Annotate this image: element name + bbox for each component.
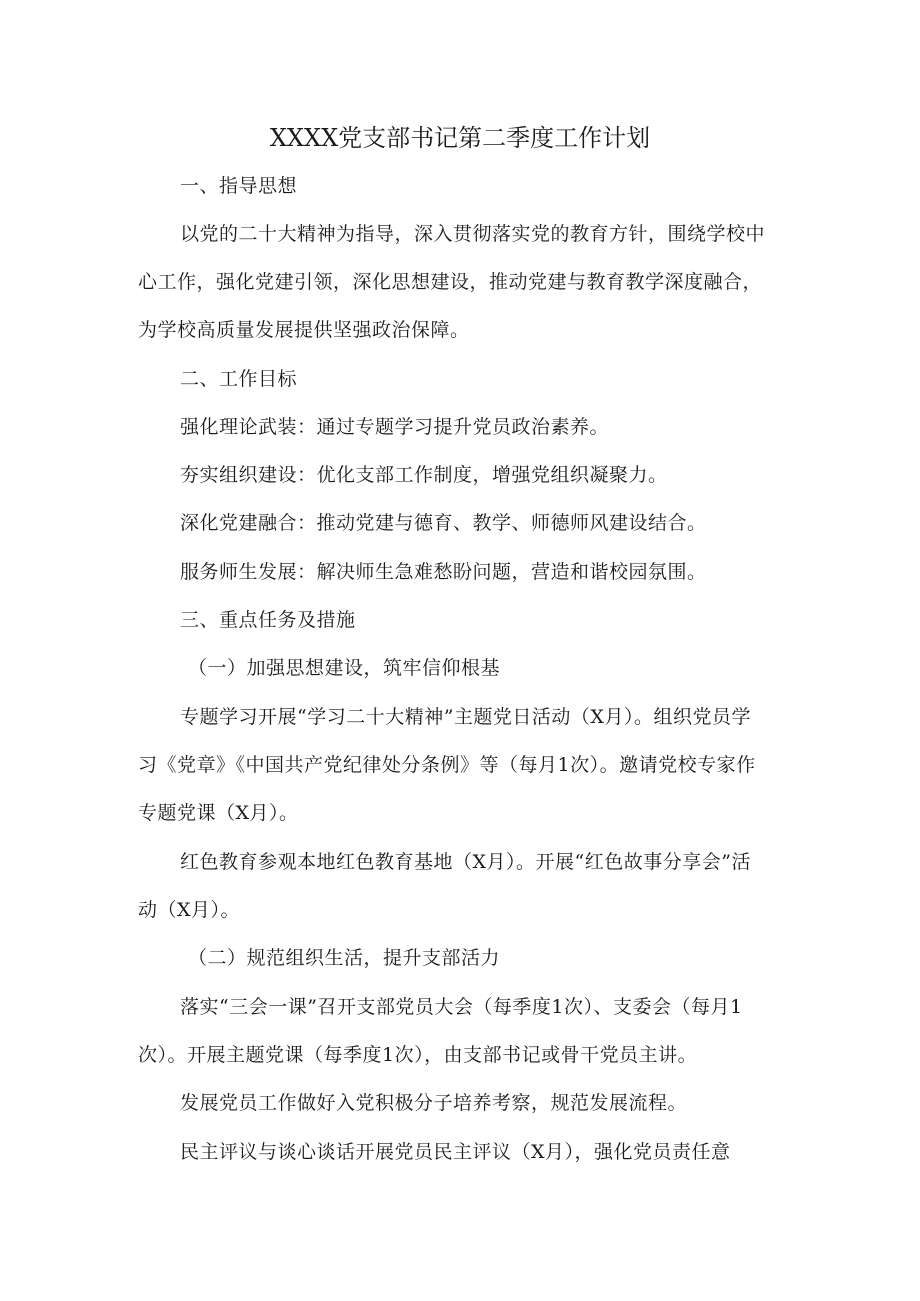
subsection-heading-organization-life: （二）规范组织生活，提升支部活力 [188,947,501,969]
paragraph-line: 民主评议与谈心谈话开展党员民主评议（X月），强化党员责任意 [180,1141,731,1163]
paragraph-line: 红色教育参观本地红色教育基地（X月）。开展“红色故事分享会”活 [180,851,751,873]
paragraph-line: 专题党课（X月）。 [138,802,299,824]
paragraph-line: 专题学习开展“学习二十大精神”主题党日活动（X月）。组织党员学 [180,706,751,728]
section-heading-guiding-ideology: 一、指导思想 [180,175,298,197]
goal-item: 服务师生发展：解决师生急难愁盼问题，营造和谐校园氛围。 [180,561,707,583]
paragraph-line: 为学校高质量发展提供坚强政治保障。 [138,319,470,341]
paragraph-line: 发展党员工作做好入党积极分子培养考察，规范发展流程。 [180,1092,688,1114]
document-title: XXXX党支部书记第二季度工作计划 [269,124,651,152]
goal-item: 深化党建融合：推动党建与德育、教学、师德师风建设结合。 [180,512,707,534]
subsection-heading-ideology-building: （一）加强思想建设，筑牢信仰根基 [188,657,501,679]
paragraph-line: 心工作，强化党建引领，深化思想建设，推动党建与教育教学深度融合， [138,271,763,293]
paragraph-line: 落实“三会一课”召开支部党员大会（每季度1次）、支委会（每月1 [180,996,743,1018]
paragraph-line: 以党的二十大精神为指导，深入贯彻落实党的教育方针，围绕学校中 [180,223,766,245]
section-heading-work-goals: 二、工作目标 [180,368,298,390]
goal-item: 强化理论武装：通过专题学习提升党员政治素养。 [180,416,610,438]
paragraph-line: 动（X月）。 [138,899,241,921]
paragraph-line: 习《党章》《中国共产党纪律处分条例》等（每月1次）。邀请党校专家作 [138,754,756,776]
paragraph-line: 次）。开展主题党课（每季度1次），由支部书记或骨干党员主讲。 [138,1044,698,1066]
section-heading-key-tasks: 三、重点任务及措施 [180,609,356,631]
goal-item: 夯实组织建设：优化支部工作制度，增强党组织凝聚力。 [180,464,668,486]
